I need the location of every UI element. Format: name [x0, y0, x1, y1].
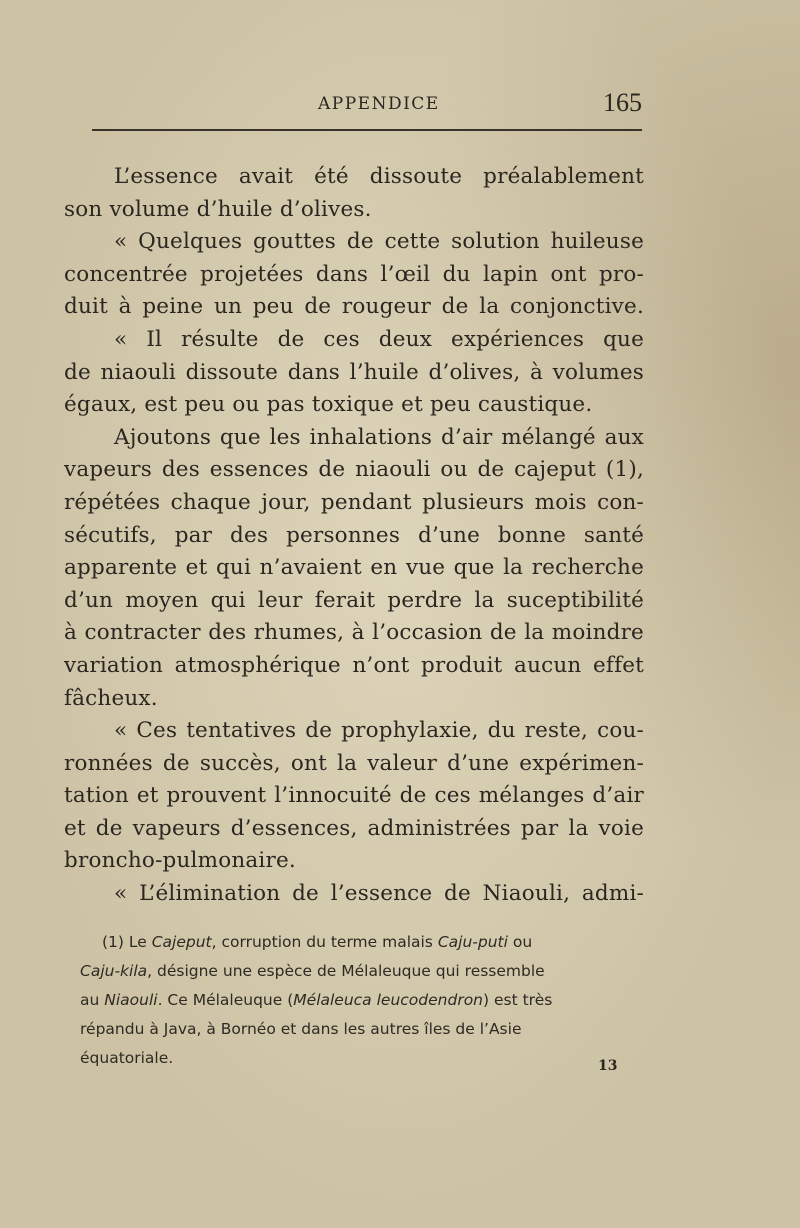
text-line: duit à peine un peu de rougeur de la conjonctive.	[64, 294, 644, 320]
text-line: égaux, est peu ou pas toxique et peu caustique.	[64, 392, 593, 418]
text-line: vapeurs des essences de niaouli ou de cajeput (1),	[64, 457, 644, 483]
text-line: d’un moyen qui leur ferait perdre la suceptibilité	[64, 587, 644, 613]
text-line: et de vapeurs d’essences, administrées par la voie	[64, 815, 644, 841]
text-line: variation atmosphérique n’ont produit aucun effet	[64, 652, 644, 678]
text-line: de niaouli dissoute dans l’huile d’olives, à volumes	[64, 359, 644, 385]
text-line: broncho-pulmonaire.	[64, 848, 296, 874]
footnote-line	[80, 928, 642, 957]
footnote-text: ) est très	[483, 991, 553, 1009]
text-line: sécutifs, par des personnes d’une bonne santé	[64, 522, 644, 548]
footnote-line	[80, 986, 642, 1015]
text-line: « L’élimination de l’essence de Niaouli, admi-	[114, 881, 644, 907]
text-line: « Quelques gouttes de cette solution huileuse	[114, 229, 644, 255]
text-line: à contracter des rhumes, à l’occasion de la moindre	[64, 620, 644, 646]
footnote-text: au	[80, 991, 105, 1009]
text-line: son volume d’huile d’olives.	[64, 196, 372, 222]
text-line: fâcheux.	[64, 685, 158, 711]
text-line: L’essence avait été dissoute préalablement	[114, 164, 644, 189]
body-text	[64, 161, 644, 911]
running-head: APPENDICE	[318, 94, 440, 114]
footnote-term: Caju-kila	[80, 962, 148, 980]
text-line: répétées chaque jour, pendant plusieurs mois con-	[64, 489, 644, 515]
footnote-term: Mélaleuca leucodendron	[293, 991, 483, 1009]
footnote-text: , désigne une espèce de Mélaleuque qui ressemble	[147, 962, 545, 980]
footnote-line: répandu à Java, à Bornéo et dans les autres îles de l’Asie	[80, 1020, 522, 1038]
footnote-text: , corruption du terme malais	[211, 933, 438, 951]
signature-mark: 13	[598, 1058, 618, 1074]
footnote-text: ou	[507, 933, 533, 951]
text-line: apparente et qui n’avaient en vue que la recherche	[64, 555, 644, 581]
text-line: concentrée projetées dans l’œil du lapin ont pro-	[64, 261, 644, 287]
footnote-term: Caju-puti	[437, 933, 508, 951]
page-header	[92, 88, 642, 124]
text-line: « Ces tentatives de prophylaxie, du reste, cou-	[114, 718, 644, 744]
footnote-line	[80, 957, 642, 986]
footnote-text: (1) Le	[102, 933, 152, 951]
footnote	[80, 928, 642, 1073]
page-number: 165	[603, 88, 642, 117]
text-line: « Il résulte de ces deux expériences que	[114, 326, 644, 352]
header-rule	[92, 129, 642, 131]
footnote-line: équatoriale.	[80, 1049, 174, 1067]
footnote-term: Niaouli	[104, 991, 158, 1009]
text-line: ronnées de succès, ont la valeur d’une expérimen-	[64, 750, 644, 776]
footnote-term: Cajeput	[151, 933, 212, 951]
text-line: Ajoutons que les inhalations d’air mélangé aux	[114, 424, 644, 450]
text-line: tation et prouvent l’innocuité de ces mélanges d’air	[64, 783, 644, 809]
footnote-text: . Ce Mélaleuque (	[157, 991, 294, 1009]
